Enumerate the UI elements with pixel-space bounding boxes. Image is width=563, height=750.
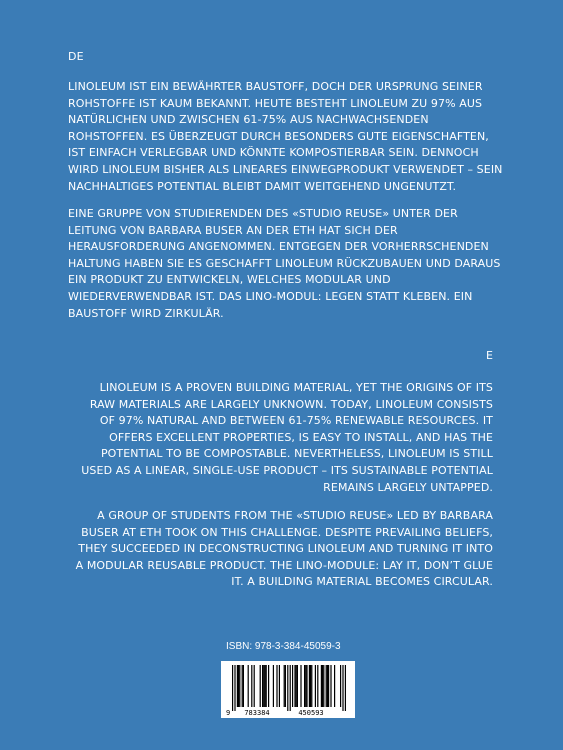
barcode-bar [273,665,274,707]
barcode-bar [345,665,346,711]
barcode-bar [266,665,267,707]
barcode-bars [232,665,346,711]
barcode-bar [264,665,265,707]
barcode-bar [268,665,269,707]
barcode-bar [317,665,318,707]
barcode-bar [254,665,255,707]
barcode-bar [284,665,285,707]
barcode-bar [292,665,293,707]
barcode-bar [237,665,238,707]
barcode-digits-left: 783384 [244,709,270,717]
language-label-en: E [486,349,493,362]
barcode-bar [323,665,324,707]
barcode-bar [251,665,252,707]
english-paragraph-1: LINOLEUM IS A PROVEN BUILDING MATERIAL, YET THE ORIGINS OF ITS RAW MATERIALS ARE LARGELY UNKNOWN. TODAY, LINOLEUM CONSISTS OF 97% NATURAL AND BETWEEN 61-75% RENEWABLE RESOURCES. IT OFFERS EXCELLENT PROPERTIES, IS EASY TO INSTALL, AND HAS THE POTENTIAL TO BE COMPOSTABLE. NEVERTHELESS, LINOLEUM IS STILL USED AS A LINEAR, SINGLE-USE PRODUCT – ITS SUSTAINABLE POTENTIAL REMAINS LARGELY UNTAPPED. [81,381,493,494]
barcode-bar [342,665,343,711]
barcode-bar [234,665,235,711]
barcode-bar [262,665,263,707]
barcode-bar [300,665,301,707]
barcode-bar [287,665,288,711]
german-paragraph-1: LINOLEUM IST EIN BEWÄHRTER BAUSTOFF, DOCH DER URSPRUNG SEINER ROHSTOFFE IST KAUM BEKANNT. HEUTE BESTEHT LINOLEUM ZU 97% AUS NATÜRLICHEN UND ZWISCHEN 61-75% AUS NACHWACHSENDEN ROHSTOFFEN. ES ÜBERZEUGT DURCH BESONDERS GUTE EIGENSCHAFTEN, IST EINFACH VERLEGBAR UND KÖNNTE KOMPOSTIERBAR SEIN. DENNOCH WIRD LINOLEUM BISHER ALS LINEARES EINWEGPRODUKT VERWENDET – SEIN NACHHALTIGES POTENTIAL BLEIBT DAMIT WEITGEHEND UNGENUTZT. [68,80,503,193]
barcode-digit-first: 9 [226,709,231,717]
barcode-bar [309,665,310,707]
barcode-bar [238,665,239,707]
language-label-de: DE [68,50,84,63]
barcode-bar [326,665,327,707]
barcode-bar [279,665,280,707]
barcode-bar [327,665,328,707]
barcode-bar [297,665,298,707]
barcode-bar [248,665,249,707]
barcode-bar [340,665,341,707]
barcode-bar [260,665,261,707]
barcode-bar [304,665,305,707]
barcode-digits-right: 450593 [298,709,324,717]
barcode-bar [242,665,243,707]
barcode-graphic [221,661,355,718]
barcode-bar [310,665,311,707]
barcode-bar [285,665,286,707]
barcode-bar [315,665,316,707]
barcode-bar [239,665,240,707]
barcode-bar [322,665,323,707]
barcode-bar [328,665,329,707]
barcode [221,661,355,718]
german-paragraph-2: EINE GRUPPE VON STUDIERENDEN DES «STUDIO REUSE» UNTER DER LEITUNG VON BARBARA BUSER AN DER ETH HAT SICH DER HERAUSFORDERUNG ANGENOMMEN. ENTGEGEN DER VORHERRSCHENDEN HALTUNG HABEN SIE ES GESCHAFFT LINOLEUM RÜCKZUBAUEN UND DARAUS EIN PRODUKT ZU ENTWICKELN, WELCHES MODULAR UND WIEDERVERWENDBAR IST. DAS LINO-MODUL: LEGEN STATT KLEBEN. EIN BAUSTOFF WIRD ZIRKULÄR. [68,207,501,320]
barcode-bar [306,665,307,707]
barcode-bar [296,665,297,707]
barcode-bar [321,665,322,707]
barcode-bar [330,665,331,707]
barcode-bar [305,665,306,707]
barcode-bar [243,665,244,707]
barcode-bar [334,665,335,707]
barcode-bar [290,665,291,711]
barcode-bar [263,665,264,707]
barcode-bar [232,665,233,711]
english-paragraph-2: A GROUP OF STUDENTS FROM THE «STUDIO REUSE» LED BY BARBARA BUSER AT ETH TOOK ON THIS CHALLENGE. DESPITE PREVAILING BELIEFS, THEY SUCCEEDED IN DECONSTRUCTING LINOLEUM AND TURNING IT INTO A MODULAR REUSABLE PRODUCT. THE LINO-MODULE: LAY IT, DON’T GLUE IT. A BUILDING MATERIAL BECOMES CIRCULAR. [75,509,493,589]
barcode-bar [294,665,295,707]
barcode-bar [276,665,277,707]
barcode-bar [311,665,312,707]
isbn-label: ISBN: 978-3-384-45059-3 [226,641,341,652]
